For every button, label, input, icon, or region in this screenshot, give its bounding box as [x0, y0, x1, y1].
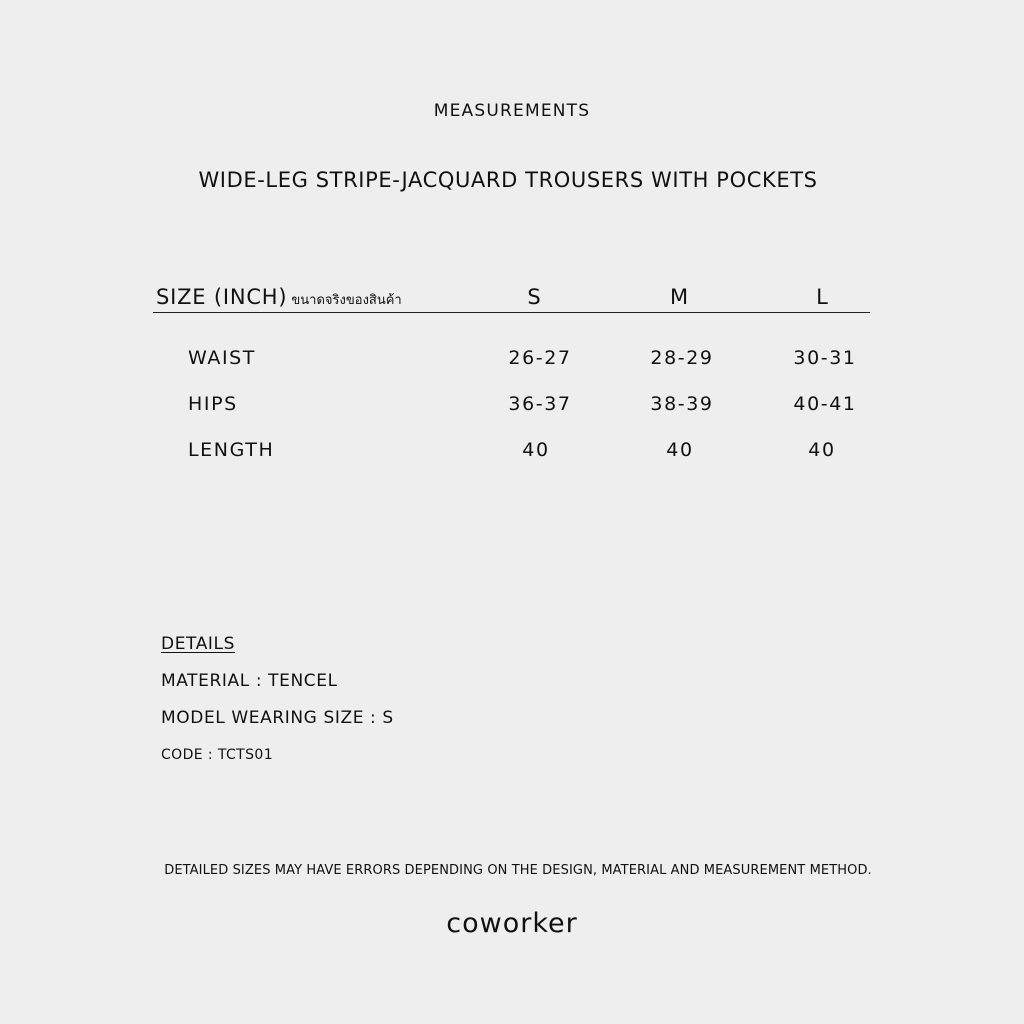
- brand-logo: coworker: [446, 908, 578, 939]
- cell-length-m: 40: [666, 439, 694, 461]
- cell-waist-s: 26-27: [508, 347, 572, 369]
- cell-hips-m: 38-39: [650, 393, 714, 415]
- details-material: MATERIAL : TENCEL: [161, 671, 338, 691]
- row-label-length: LENGTH: [188, 439, 275, 461]
- disclaimer-text: DETAILED SIZES MAY HAVE ERRORS DEPENDING ON THE DESIGN, MATERIAL AND MEASUREMENT METHOD.: [164, 863, 872, 878]
- cell-length-s: 40: [522, 439, 550, 461]
- table-divider: [153, 312, 870, 313]
- size-table-label: [156, 285, 402, 310]
- cell-waist-l: 30-31: [793, 347, 857, 369]
- size-unit-label: SIZE (INCH): [156, 285, 288, 309]
- row-label-waist: WAIST: [188, 347, 257, 369]
- cell-length-l: 40: [808, 439, 836, 461]
- details-code: CODE : TCTS01: [161, 747, 273, 763]
- size-column-m: M: [669, 285, 689, 309]
- size-thai-label: ขนาดจริงของสินค้า: [291, 293, 402, 308]
- cell-waist-m: 28-29: [650, 347, 714, 369]
- cell-hips-l: 40-41: [793, 393, 857, 415]
- row-label-hips: HIPS: [188, 393, 238, 415]
- size-column-s: S: [527, 285, 541, 309]
- page-heading: MEASUREMENTS: [433, 101, 591, 121]
- details-model-size: MODEL WEARING SIZE : S: [161, 708, 394, 728]
- size-column-l: L: [816, 285, 828, 309]
- product-name: WIDE-LEG STRIPE-JACQUARD TROUSERS WITH POCKETS: [198, 168, 818, 192]
- details-title: DETAILS: [161, 634, 236, 654]
- cell-hips-s: 36-37: [508, 393, 572, 415]
